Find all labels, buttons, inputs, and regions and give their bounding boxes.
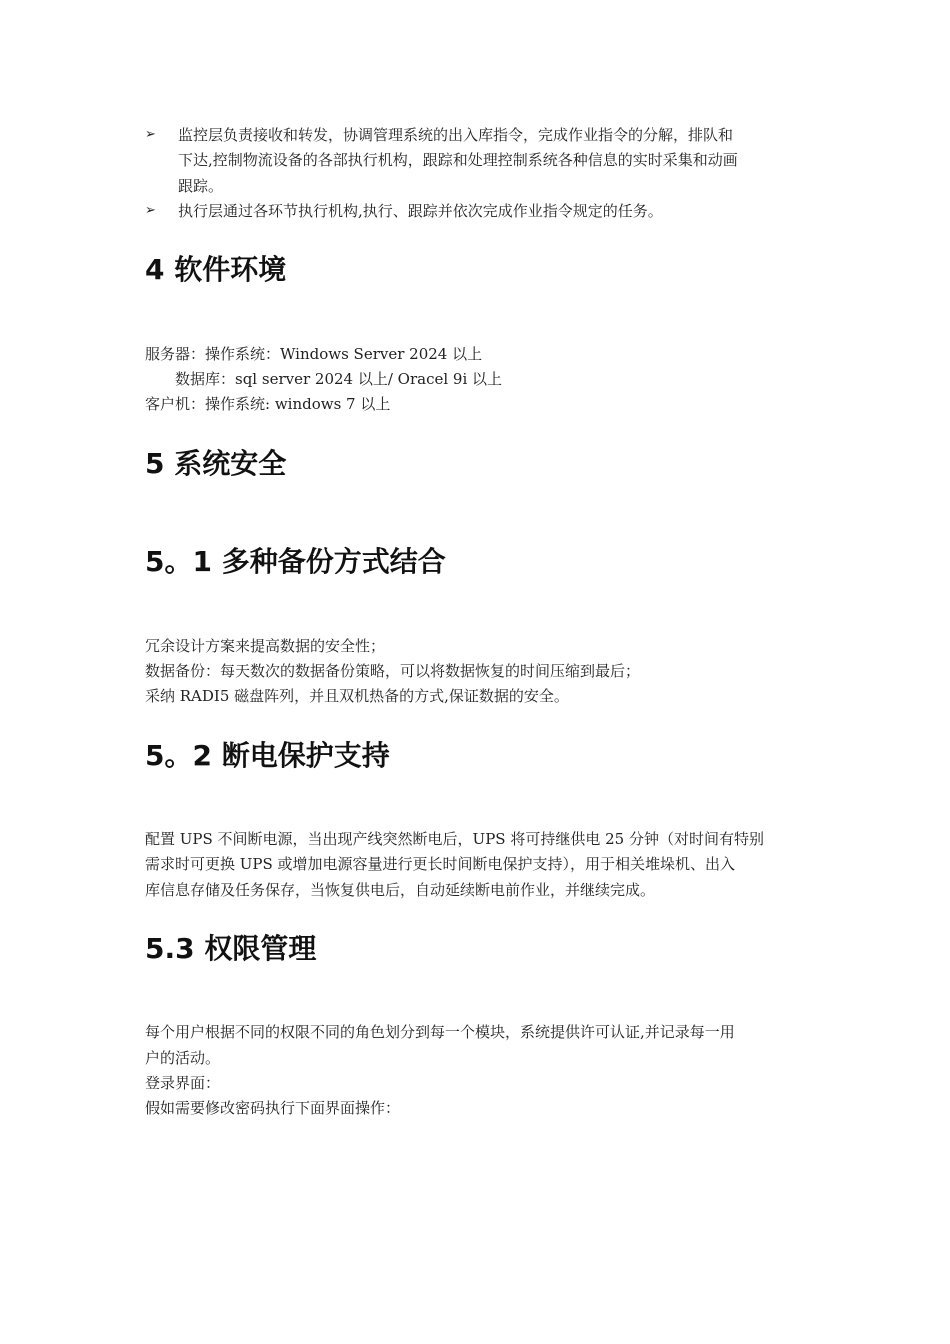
bullet-marker: ➢ xyxy=(145,127,156,142)
section-heading-5-2: 5。2 断电保护支持 xyxy=(145,739,390,772)
paragraph-line: 每个用户根据不同的权限不同的角色划分到每一个模块，系统提供许可认证,并记录每一用 xyxy=(145,1023,735,1041)
paragraph-line: 采纳 RADI5 磁盘阵列，并且双机热备的方式,保证数据的安全。 xyxy=(145,687,569,705)
paragraph-line: 数据库：sql server 2024 以上/ Oracel 9i 以上 xyxy=(175,370,503,388)
paragraph-line: 客户机：操作系统: windows 7 以上 xyxy=(145,395,391,413)
paragraph-line: 服务器：操作系统：Windows Server 2024 以上 xyxy=(145,345,483,363)
bullet-text-line: 监控层负责接收和转发，协调管理系统的出入库指令，完成作业指令的分解，排队和 xyxy=(178,126,734,144)
bullet-marker: ➢ xyxy=(145,203,156,218)
paragraph-line: 需求时可更换 UPS 或增加电源容量进行更长时间断电保护支持），用于相关堆垛机、出入 xyxy=(145,855,736,873)
section-heading-4: 4 软件环境 xyxy=(145,253,287,286)
paragraph-line: 户的活动。 xyxy=(145,1049,221,1067)
paragraph-line: 冗余设计方案来提高数据的安全性； xyxy=(145,637,386,655)
bullet-text-line: 执行层通过各环节执行机构,执行、跟踪并依次完成作业指令规定的任务。 xyxy=(178,202,663,220)
bullet-text-line: 下达,控制物流设备的各部执行机构，跟踪和处理控制系统各种信息的实时采集和动画 xyxy=(178,151,738,169)
paragraph-line: 数据备份：每天数次的数据备份策略，可以将数据恢复的时间压缩到最后； xyxy=(145,662,641,680)
paragraph-line: 库信息存储及任务保存，当恢复供电后，自动延续断电前作业，并继续完成。 xyxy=(145,881,656,899)
paragraph-line: 假如需要修改密码执行下面界面操作： xyxy=(145,1099,401,1117)
paragraph-line: 配置 UPS 不间断电源，当出现产线突然断电后，UPS 将可持继供电 25 分钟（对时间有特别 xyxy=(145,830,764,848)
bullet-text-line: 跟踪。 xyxy=(178,177,224,195)
section-heading-5-1: 5。1 多种备份方式结合 xyxy=(145,545,446,578)
paragraph-line: 登录界面： xyxy=(145,1074,221,1092)
section-heading-5: 5 系统安全 xyxy=(145,447,287,480)
section-heading-5-3: 5.3 权限管理 xyxy=(145,932,317,965)
